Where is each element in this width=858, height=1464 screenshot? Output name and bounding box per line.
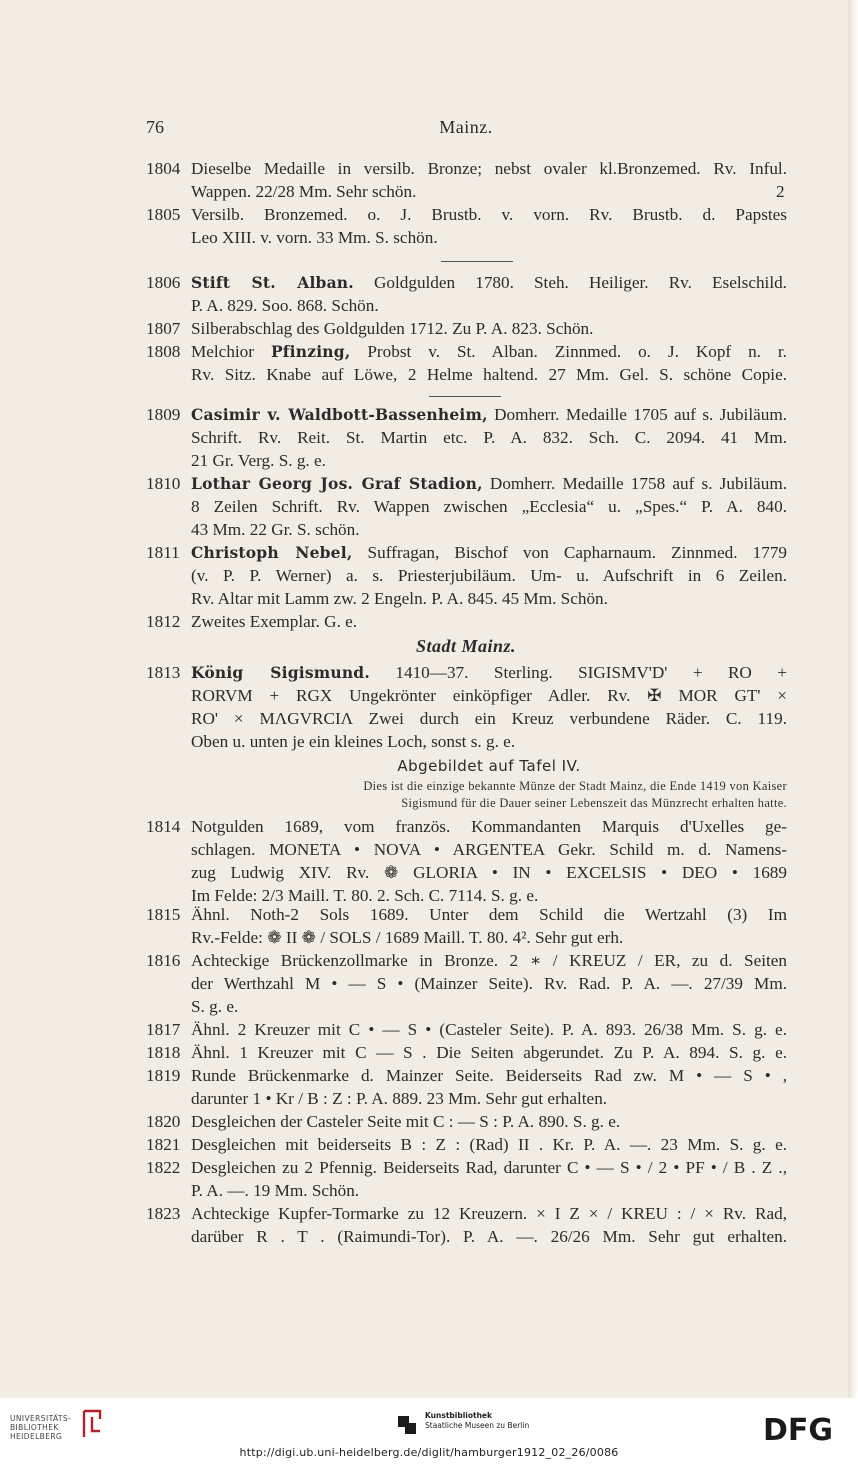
university-library-name: UNIVERSITÄTS- BIBLIOTHEK HEIDELBERG	[10, 1414, 72, 1441]
entry-name: Pfinzing,	[270, 342, 351, 361]
lot-number: 1809	[146, 405, 181, 424]
viewer-footer	[0, 1398, 858, 1464]
lot-number: 1820	[146, 1112, 181, 1131]
entry-text: Desgleichen zu 2 Pfennig. Beiderseits Rad, darunter C • — S • / 2 • PF • / B . Z .,	[191, 1158, 787, 1177]
entry-name: Casimir v. Waldbott-Bassenheim,	[191, 405, 488, 424]
entry-text: Notgulden 1689, vom französ. Kommandanten Marquis d'Uxelles ge-	[191, 817, 787, 836]
entry-text: Achteckige Kupfer-Tormarke zu 12 Kreuzern. × I Z × / KREU : / × Rv. Rad,	[191, 1204, 787, 1223]
entry-text: (v. P. P. Werner) a. s. Priesterjubiläum. Um- u. Aufschrift in 6 Zeilen.	[191, 566, 787, 585]
entry-text: Melchior Pfinzing, Probst v. St. Alban. Zinnmed. o. J. Kopf n. r.	[191, 342, 787, 361]
library-name: Kunstbibliothek	[425, 1411, 493, 1420]
running-title: Mainz.	[439, 117, 493, 137]
entry-text: König Sigismund. 1410—37. Sterling. SIGISMV'D' + RO +	[191, 663, 787, 682]
lot-number: 1815	[146, 905, 181, 924]
lot-number: 1817	[146, 1020, 181, 1039]
kunstbibliothek-label	[425, 1411, 529, 1431]
entry-text: P. A. —. 19 Mm. Schön.	[191, 1181, 360, 1200]
lot-number: 1813	[146, 663, 181, 682]
entry-text: Wappen. 22/28 Mm. Sehr schön.	[191, 182, 417, 201]
entry-text: zug Ludwig XIV. Rv. ❁ GLORIA • IN • EXCELSIS • DEO • 1689	[191, 863, 787, 882]
entry-text: darunter 1 • Kr / B : Z : P. A. 889. 23 Mm. Sehr gut erhalten.	[191, 1089, 608, 1108]
entry-value: 2	[776, 182, 785, 201]
lot-number: 1804	[146, 159, 181, 178]
entry-text: Achteckige Brückenzollmarke in Bronze. 2 ∗ / KREUZ / ER, zu d. Seiten	[191, 951, 787, 970]
plate-reference: Abgebildet auf Tafel IV.	[397, 757, 581, 775]
entry-text: Runde Brückenmarke d. Mainzer Seite. Beiderseits Rad zw. M • — S • ,	[191, 1066, 787, 1085]
page-number: 76	[146, 117, 164, 137]
lot-number: 1816	[146, 951, 181, 970]
footnote-line: Sigismund für die Dauer seiner Lebenszeit das Münzrecht erhalten hatte.	[401, 796, 787, 810]
entry-text: schlagen. MONETA • NOVA • ARGENTEA Gekr. Schild m. d. Namens-	[191, 840, 787, 859]
entry-text: RO' × MΛGVRCIΛ Zwei durch ein Kreuz verbundene Räder. C. 119.	[191, 709, 787, 728]
entry-text: Dieselbe Medaille in versilb. Bronze; nebst ovaler kl.Bronzemed. Rv. Inful.	[191, 159, 787, 178]
library-subtitle: Staatliche Museen zu Berlin	[425, 1421, 530, 1430]
lot-number: 1811	[146, 543, 180, 562]
entry-text: Leo XIII. v. vorn. 33 Mm. S. schön.	[191, 228, 438, 247]
entry-text: Im Felde: 2/3 Maill. T. 80. 2. Sch. C. 7114. S. g. e.	[191, 886, 539, 905]
lot-number: 1810	[146, 474, 181, 493]
entry-text: Rv.-Felde: ❁ II ❁ / SOLS / 1689 Maill. T. 80. 4². Sehr gut erh.	[191, 928, 624, 947]
section-divider	[429, 396, 501, 397]
lot-number: 1805	[146, 205, 181, 224]
entry-text: Rv. Sitz. Knabe auf Löwe, 2 Helme haltend. 27 Mm. Gel. S. schöne Copie.	[191, 365, 787, 384]
entry-text: Ähnl. 1 Kreuzer mit C — S . Die Seiten abgerundet. Zu P. A. 894. S. g. e.	[191, 1043, 787, 1062]
entry-text: Versilb. Bronzemed. o. J. Brustb. v. vorn. Rv. Brustb. d. Papstes	[191, 205, 787, 224]
entry-text: RORVM + RGX Ungekrönter einköpfiger Adler. Rv. ✠ MOR GT' ×	[191, 686, 787, 705]
entry-name: König Sigismund.	[191, 663, 370, 682]
page-edge	[848, 0, 858, 1398]
entry-text: Rv. Altar mit Lamm zw. 2 Engeln. P. A. 845. 45 Mm. Schön.	[191, 589, 608, 608]
lot-number: 1821	[146, 1135, 181, 1154]
dfg-logo	[763, 1414, 847, 1444]
entry-text: 8 Zeilen Schrift. Rv. Wappen zwischen „Ecclesia“ u. „Spes.“ P. A. 840.	[191, 497, 787, 516]
lot-number: 1814	[146, 817, 181, 836]
entry-text: Oben u. unten je ein kleines Loch, sonst s. g. e.	[191, 732, 516, 751]
entry-text: Ähnl. 2 Kreuzer mit C • — S • (Casteler Seite). P. A. 893. 26/38 Mm. S. g. e.	[191, 1020, 787, 1039]
dfg-logo-text: DFG	[763, 1414, 834, 1444]
entry-name: Stift St. Alban.	[191, 273, 354, 292]
page-header	[146, 117, 786, 141]
entry-text: Silberabschlag des Goldgulden 1712. Zu P. A. 823. Schön.	[191, 319, 594, 338]
lot-number: 1806	[146, 273, 181, 292]
entry-text: Schrift. Rv. Reit. St. Martin etc. P. A. 832. Sch. C. 2094. 41 Mm.	[191, 428, 787, 447]
entry-text: Zweites Exemplar. G. e.	[191, 612, 358, 631]
lot-number: 1818	[146, 1043, 181, 1062]
entry-text: S. g. e.	[191, 997, 239, 1016]
lot-number: 1822	[146, 1158, 181, 1177]
entry-text: Casimir v. Waldbott-Bassenheim, Domherr. Medaille 1705 auf s. Jubiläum.	[191, 405, 787, 424]
footnote-line: Dies ist die einzige bekannte Münze der Stadt Mainz, die Ende 1419 von Kaiser	[363, 779, 787, 793]
kunstbibliothek-logo-icon	[396, 1414, 418, 1436]
lot-number: 1808	[146, 342, 181, 361]
entry-text: darüber R . T . (Raimundi-Tor). P. A. —. 26/26 Mm. Sehr gut erhalten.	[191, 1227, 787, 1246]
entry-text: P. A. 829. Soo. 868. Schön.	[191, 296, 379, 315]
entry-text: Christoph Nebel, Suffragan, Bischof von Capharnaum. Zinnmed. 1779	[191, 543, 788, 562]
permalink-url[interactable]: http://digi.ub.uni-heidelberg.de/diglit/hamburger1912_02_26/0086	[239, 1446, 619, 1459]
lot-number: 1807	[146, 319, 181, 338]
entry-text: Lothar Georg Jos. Graf Stadion, Domherr. Medaille 1758 auf s. Jubiläum.	[191, 474, 787, 493]
entry-text: Stift St. Alban. Goldgulden 1780. Steh. Heiliger. Rv. Eselschild.	[191, 273, 787, 292]
section-title: Stadt Mainz.	[415, 636, 517, 656]
lot-number: 1819	[146, 1066, 181, 1085]
entry-text: 21 Gr. Verg. S. g. e.	[191, 451, 326, 470]
lot-number: 1823	[146, 1204, 181, 1223]
entry-text: 43 Mm. 22 Gr. S. schön.	[191, 520, 360, 539]
section-divider	[441, 261, 513, 262]
entry-text: Desgleichen der Casteler Seite mit C : — S : P. A. 890. S. g. e.	[191, 1112, 621, 1131]
heidelberg-logo-icon	[80, 1409, 104, 1439]
lot-number: 1812	[146, 612, 181, 631]
entry-text: Desgleichen mit beiderseits B : Z : (Rad) II . Kr. P. A. —. 23 Mm. S. g. e.	[191, 1135, 787, 1154]
entry-text: Ähnl. Noth-2 Sols 1689. Unter dem Schild die Wertzahl (3) Im	[191, 905, 787, 924]
entry-text: der Werthzahl M • — S • (Mainzer Seite). Rv. Rad. P. A. —. 27/39 Mm.	[191, 974, 787, 993]
entry-name: Christoph Nebel,	[191, 543, 353, 562]
entry-name: Lothar Georg Jos. Graf Stadion,	[191, 474, 483, 493]
